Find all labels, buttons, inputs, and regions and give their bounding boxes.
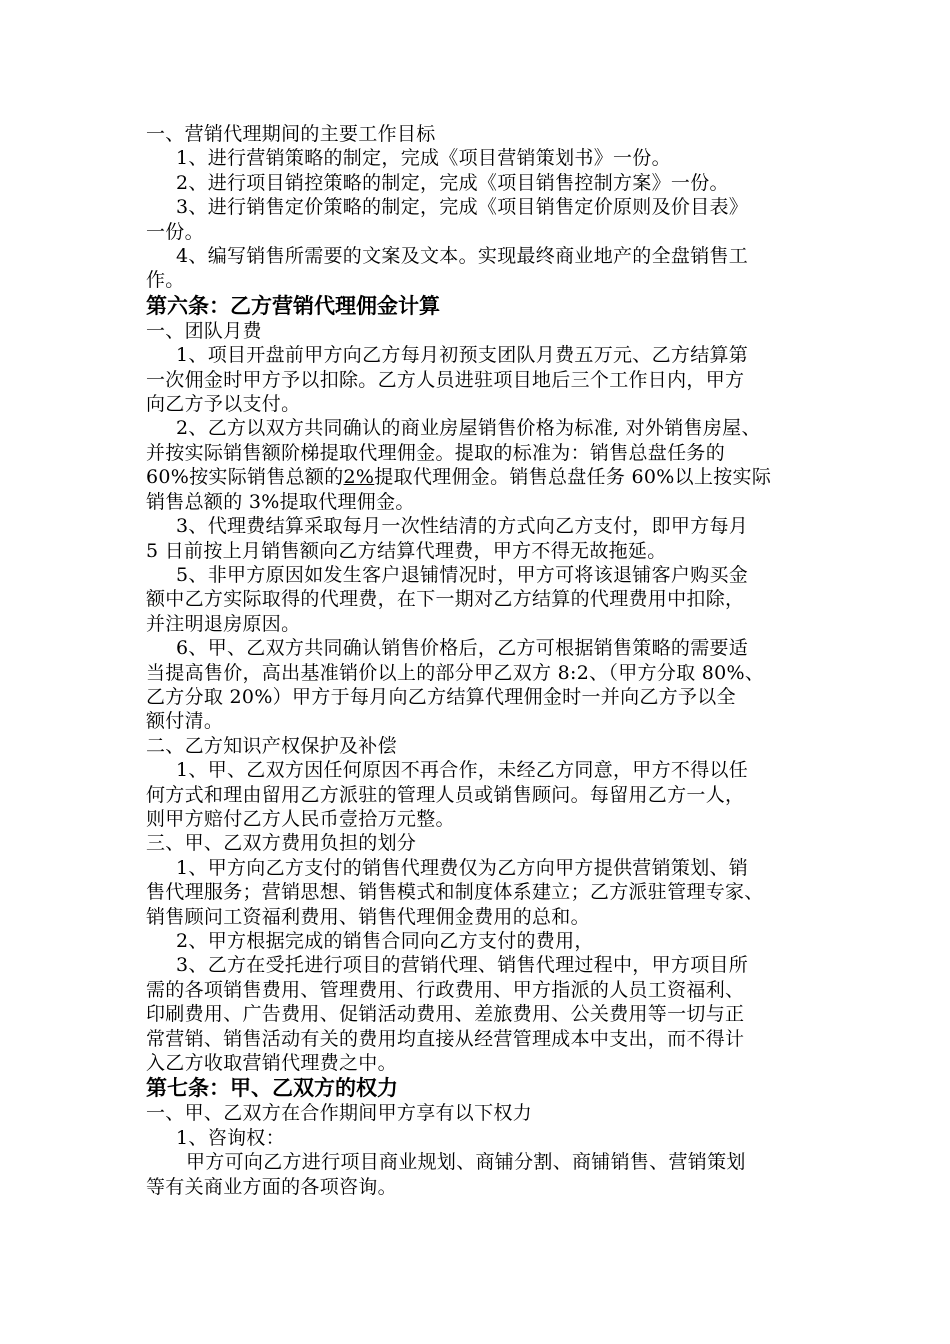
paragraph-line: 5、非甲方原因如发生客户退铺情况时，甲方可将该退铺客户购买金	[176, 563, 749, 586]
paragraph-line: 当提高售价，高出基准销价以上的部分甲乙双方 8:2、（甲方分取 80%、	[146, 661, 765, 684]
paragraph-line: 4、编写销售所需要的文案及文本。实现最终商业地产的全盘销售工	[176, 245, 749, 268]
paragraph-line: 甲方可向乙方进行项目商业规划、商铺分割、商铺销售、营销策划	[186, 1151, 746, 1174]
paragraph-line: 6、甲、乙双方共同确认销售价格后，乙方可根据销售策略的需要适	[176, 637, 749, 660]
paragraph-line: 1、进行营销策略的制定，完成《项目营销策划书》一份。	[176, 147, 671, 170]
paragraph-line: 3、乙方在受托进行项目的营销代理、销售代理过程中，甲方项目所	[176, 954, 749, 977]
underlined-rate: 2%	[343, 466, 375, 489]
paragraph-line: 作。	[146, 269, 185, 292]
paragraph-line: 何方式和理由留用乙方派驻的管理人员或销售顾问。每留用乙方一人，	[146, 783, 745, 806]
paragraph-line: 需的各项销售费用、管理费用、行政费用、甲方指派的人员工资福利、	[146, 978, 745, 1001]
section-heading: 一、团队月费	[146, 319, 262, 342]
paragraph-line: 并注明退房原因。	[146, 612, 301, 635]
paragraph-line: 1、甲、乙双方因任何原因不再合作，未经乙方同意，甲方不得以任	[176, 759, 749, 782]
section-heading: 三、甲、乙双方费用负担的划分	[146, 832, 417, 855]
paragraph-line: 则甲方赔付乙方人民币壹拾万元整。	[146, 807, 455, 830]
article-heading: 第七条：甲、乙双方的权力	[146, 1076, 398, 1101]
paragraph-line: 印刷费用、广告费用、促销活动费用、差旅费用、公关费用等一切与正	[146, 1003, 745, 1026]
paragraph-line: 3、进行销售定价策略的制定，完成《项目销售定价原则及价目表》	[176, 196, 749, 219]
paragraph-line: 向乙方予以支付。	[146, 393, 301, 416]
paragraph-line: 常营销、销售活动有关的费用均直接从经营管理成本中支出，而不得计	[146, 1027, 745, 1050]
document-body	[146, 122, 826, 1199]
article-heading: 第六条：乙方营销代理佣金计算	[146, 293, 440, 318]
paragraph-line: 2、乙方以双方共同确认的商业房屋销售价格为标准, 对外销售房屋、	[176, 417, 761, 440]
paragraph-line: 一次佣金时甲方予以扣除。乙方人员进驻项目地后三个工作日内，甲方	[146, 368, 745, 391]
paragraph-line: 2、甲方根据完成的销售合同向乙方支付的费用，	[176, 930, 594, 952]
paragraph-line: 2、进行项目销控策略的制定，完成《项目销售控制方案》一份。	[176, 171, 729, 194]
paragraph-line: 入乙方收取营销代理费之中。	[146, 1052, 397, 1075]
paragraph-line: 并按实际销售额阶梯提取代理佣金。提取的标准为：销售总盘任务的	[146, 441, 726, 464]
section-heading: 一、营销代理期间的主要工作目标	[146, 123, 436, 145]
paragraph-line: 1、咨询权：	[176, 1126, 285, 1149]
paragraph-line: 额付清。	[146, 710, 224, 733]
line-segment: 60%按实际销售总额的	[146, 466, 344, 489]
paragraph-line: 乙方分取 20%）甲方于每月向乙方结算代理佣金时一并向乙方予以全	[146, 685, 736, 708]
line-segment: 提取代理佣金。销售总盘任务 60%以上按实际	[374, 466, 772, 489]
paragraph-line: 售代理服务；营销思想、销售模式和制度体系建立；乙方派驻管理专家、	[146, 881, 764, 904]
section-heading: 二、乙方知识产权保护及补偿	[146, 734, 397, 757]
paragraph-line: 等有关商业方面的各项咨询。	[146, 1175, 397, 1198]
paragraph-line	[146, 465, 826, 489]
paragraph-line: 1、项目开盘前甲方向乙方每月初预支团队月费五万元、乙方结算第	[176, 344, 749, 367]
paragraph-line: 3、代理费结算采取每月一次性结清的方式向乙方支付，即甲方每月	[176, 515, 749, 538]
paragraph-line: 销售总额的 3%提取代理佣金。	[146, 490, 415, 513]
paragraph-line: 1、甲方向乙方支付的销售代理费仅为乙方向甲方提供营销策划、销	[176, 856, 749, 879]
section-heading: 一、甲、乙双方在合作期间甲方享有以下权力	[146, 1102, 533, 1125]
paragraph-line: 一份。	[146, 220, 204, 243]
paragraph-line: 销售顾问工资福利费用、销售代理佣金费用的总和。	[146, 905, 590, 928]
paragraph-line: 额中乙方实际取得的代理费，在下一期对乙方结算的代理费用中扣除，	[146, 588, 745, 611]
paragraph-line: 5 日前按上月销售额向乙方结算代理费，甲方不得无故拖延。	[146, 539, 667, 562]
